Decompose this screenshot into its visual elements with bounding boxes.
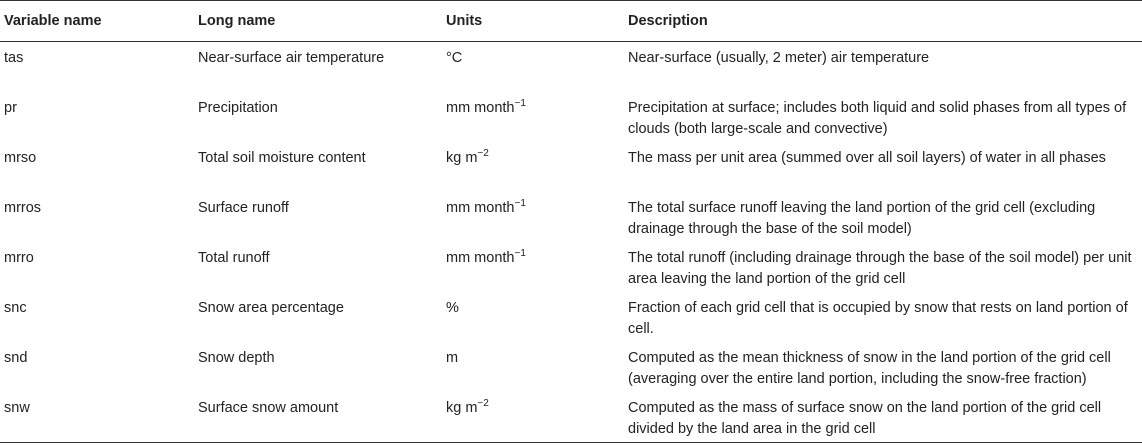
header-units: Units [446, 13, 483, 29]
cell-variable: mrso [4, 150, 37, 166]
cell-variable: snw [4, 400, 30, 416]
unit-exponent: −1 [514, 98, 526, 109]
cell-description: Computed as the mean thickness of snow in the land portion of the grid cell (averaging over the entire land portion, including the snow-free fraction) [628, 350, 1111, 387]
cell-description: The mass per unit area (summed over all soil layers) of water in all phases [628, 150, 1106, 166]
table-header-row [0, 1, 1142, 42]
unit-exponent: −2 [477, 148, 489, 159]
cell-variable: mrros [4, 200, 42, 216]
cell-variable: pr [4, 100, 17, 116]
cell-long-name: Surface snow amount [198, 400, 339, 416]
cell-variable: tas [4, 50, 24, 66]
cell-long-name: Precipitation [198, 100, 278, 116]
table-row [0, 92, 1142, 142]
unit-base: m [446, 350, 459, 366]
unit-exponent: −1 [514, 248, 526, 259]
unit-base: % [446, 300, 459, 316]
table-body [0, 42, 1142, 443]
header-description: Description [628, 13, 708, 29]
table-row [0, 342, 1142, 392]
cell-description: The total runoff (including drainage through the base of the soil model) per unit area leaving the land portion of the grid cell [628, 250, 1132, 287]
cell-description: Computed as the mass of surface snow on the land portion of the grid cell divided by the land area in the grid cell [628, 400, 1102, 437]
table-row [0, 392, 1142, 443]
table-row [0, 142, 1142, 192]
cell-variable: mrro [4, 250, 34, 266]
cell-long-name: Total runoff [198, 250, 270, 266]
unit-base: kg m [446, 150, 478, 166]
cell-long-name: Snow area percentage [198, 300, 344, 316]
unit-base: mm month [446, 200, 515, 216]
cell-units [442, 292, 624, 342]
cell-units [442, 42, 624, 93]
unit-base: mm month [446, 100, 515, 116]
table-row [0, 242, 1142, 292]
cell-units [442, 392, 624, 443]
unit-base: mm month [446, 250, 515, 266]
cell-variable: snc [4, 300, 27, 316]
unit-base: °C [446, 50, 463, 66]
cell-description: Near-surface (usually, 2 meter) air temperature [628, 50, 930, 66]
cell-long-name: Surface runoff [198, 200, 289, 216]
cell-units [442, 342, 624, 392]
cell-units [442, 242, 624, 292]
cell-units [442, 142, 624, 192]
cell-variable: snd [4, 350, 28, 366]
header-long-name: Long name [198, 13, 276, 29]
cell-description: Precipitation at surface; includes both liquid and solid phases from all types of clouds (both large-scale and convective) [628, 100, 1127, 137]
unit-base: kg m [446, 400, 478, 416]
header-variable-name: Variable name [4, 13, 102, 29]
table-row [0, 42, 1142, 93]
cell-units [442, 92, 624, 142]
cell-long-name: Near-surface air temperature [198, 50, 385, 66]
cell-description: Fraction of each grid cell that is occupied by snow that rests on land portion of cell. [628, 300, 1128, 337]
cell-long-name: Total soil moisture content [198, 150, 366, 166]
cell-description: The total surface runoff leaving the land portion of the grid cell (excluding drainage through the base of the soil model) [628, 200, 1096, 237]
cell-long-name: Snow depth [198, 350, 275, 366]
unit-exponent: −2 [477, 398, 489, 409]
table-row [0, 292, 1142, 342]
unit-exponent: −1 [514, 198, 526, 209]
table-row [0, 192, 1142, 242]
cell-units [442, 192, 624, 242]
